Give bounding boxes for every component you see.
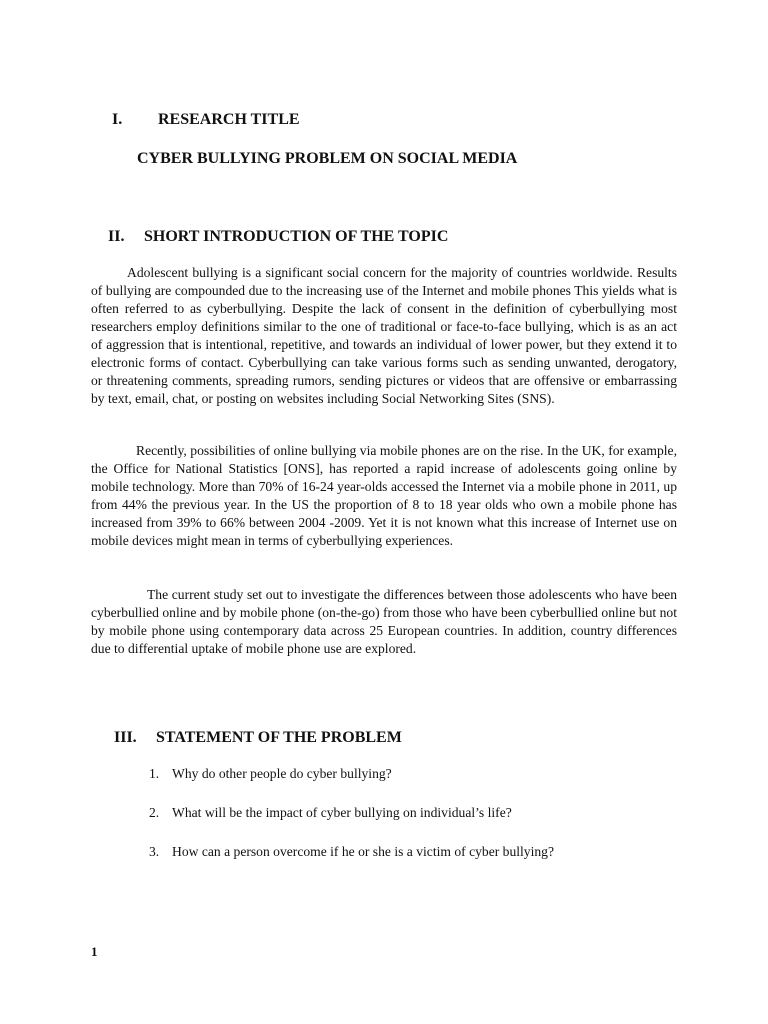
section-heading-problem-statement: [114, 728, 402, 748]
intro-paragraph-2: Recently, possibilities of online bullying via mobile phones are on the rise. In the UK, for example, the Office for National Statistics [ONS], has reported a rapid increase of adolescents going online by mobile technology. More than 70% of 16-24 year-olds accessed the Internet via a mobile phone in 2011, up from 44% the previous year. In the US the proportion of 8 to 18 year olds who own a mobile phone has increased from 39% to 66% between 2004 -2009. Yet it is not known what this increase of Internet use on mobile devices might mean in terms of cyberbullying experiences.: [91, 443, 677, 548]
research-title-text: CYBER BULLYING PROBLEM ON SOCIAL MEDIA: [137, 150, 518, 167]
list-item-text: Why do other people do cyber bullying?: [172, 766, 392, 781]
section-number: II.: [108, 228, 125, 245]
section-title: RESEARCH TITLE: [158, 111, 300, 128]
section-title: STATEMENT OF THE PROBLEM: [156, 729, 402, 746]
list-item-number: 2.: [149, 805, 160, 820]
section-title: SHORT INTRODUCTION OF THE TOPIC: [144, 228, 449, 245]
list-item: [149, 765, 554, 783]
list-item-number: 3.: [149, 844, 160, 859]
list-item: [149, 804, 554, 822]
intro-paragraph-3: The current study set out to investigate the differences between those adolescents who have been cyberbullied online and by mobile phone (on-the-go) from those who have been cyberbullied online but not by mobile phone using contemporary data across 25 European countries. In addition, country differences due to differential uptake of mobile phone use are explored.: [91, 587, 677, 656]
intro-paragraph-1: Adolescent bullying is a significant social concern for the majority of countries worldwide. Results of bullying are compounded due to the increasing use of the Internet and mobile phones This yields what is often referred to as cyberbullying. Despite the lack of consent in the definition of cyberbullying most researchers employ definitions similar to the one of traditional or face-to-face bullying, which is as an act of aggression that is intentional, repetitive, and towards an individual of lower power, but they extend it to electronic forms of contact. Cyberbullying can take various forms such as sending unwanted, derogatory, or threatening comments, spreading rumors, sending pictures or videos that are offensive or embarrassing by text, email, chat, or posting on websites including Social Networking Sites (SNS).: [91, 265, 677, 406]
section-heading-introduction: [108, 227, 448, 247]
section-heading-research-title: [112, 110, 300, 130]
page-number: 1: [91, 944, 98, 959]
list-item-number: 1.: [149, 766, 160, 781]
list-item: [149, 843, 554, 861]
section-number: I.: [112, 111, 123, 128]
problem-questions-list: [149, 765, 554, 882]
list-item-text: How can a person overcome if he or she is a victim of cyber bullying?: [172, 844, 555, 859]
section-number: III.: [114, 729, 137, 746]
list-item-text: What will be the impact of cyber bullying on individual’s life?: [172, 805, 512, 820]
